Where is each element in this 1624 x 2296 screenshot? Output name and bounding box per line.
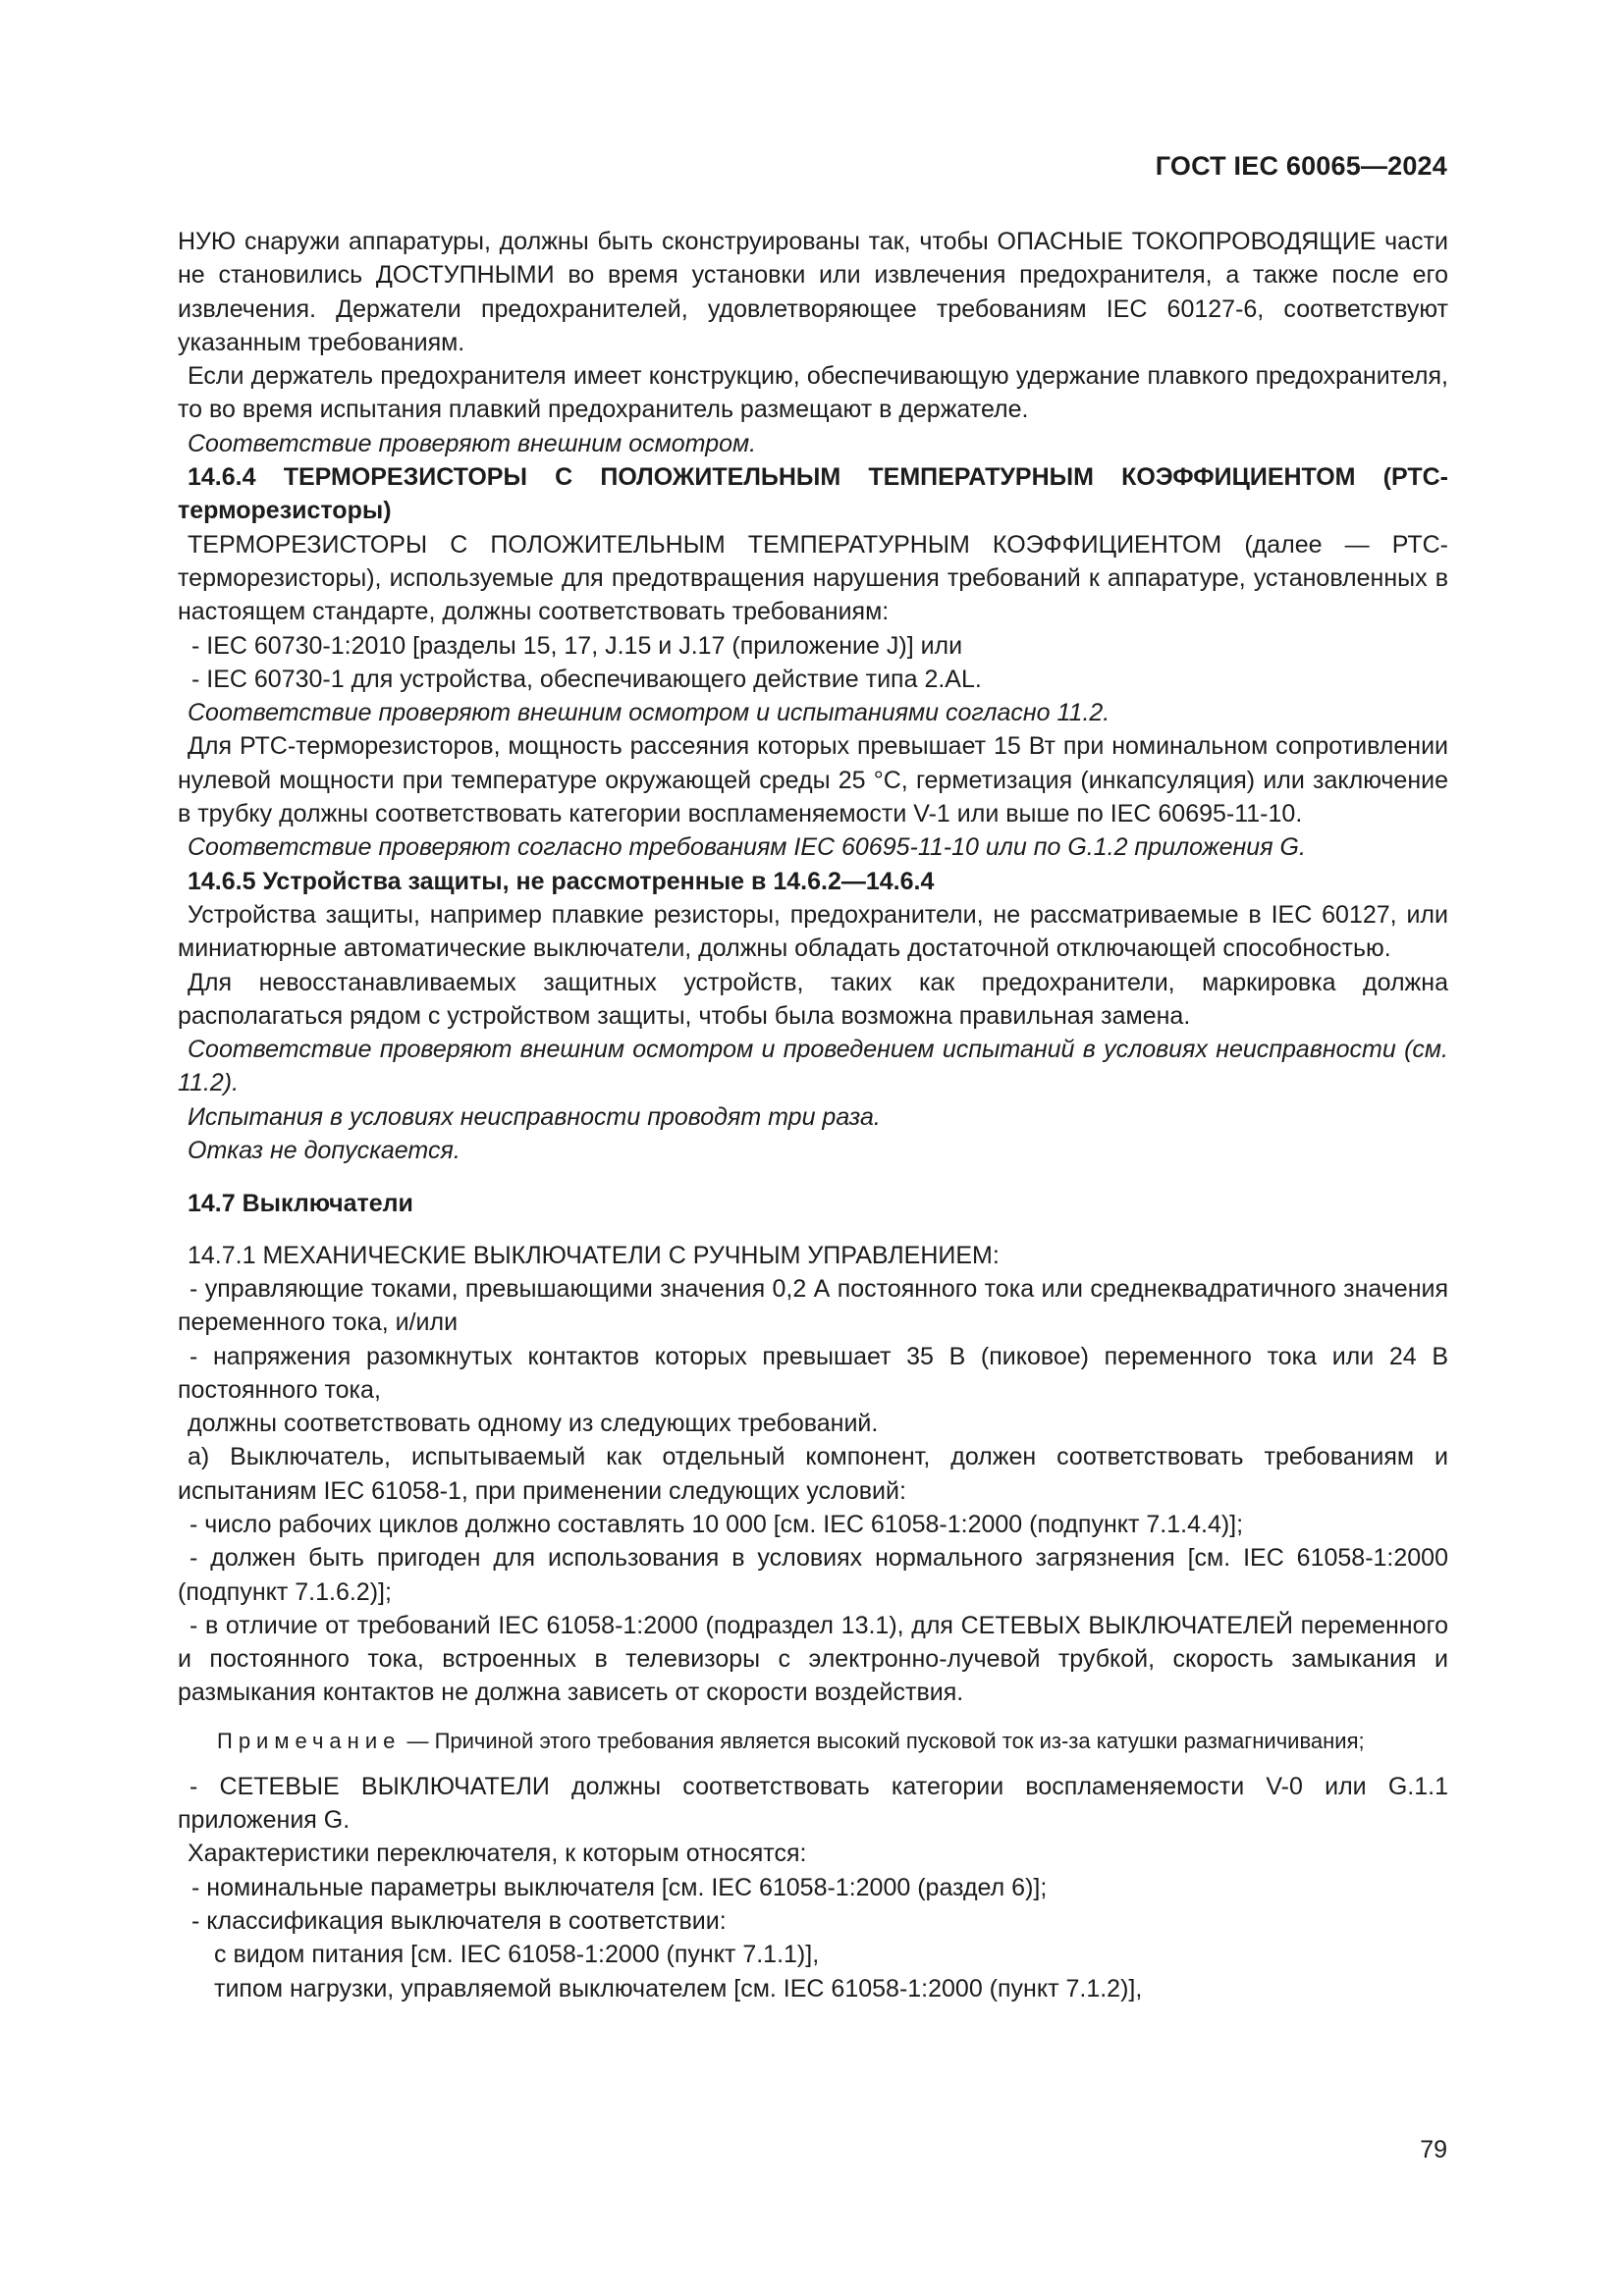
paragraph: Характеристики переключателя, к которым относятся: — [188, 1840, 807, 1868]
compliance-note: Соответствие проверяют внешним осмотром и испытаниями согласно 11.2. — [188, 699, 1110, 727]
note-label: Примечание — [217, 1728, 402, 1753]
note — [178, 1726, 1448, 1756]
section-heading-14-6-4: 14.6.4 ТЕРМОРЕЗИСТОРЫ С ПОЛОЖИТЕЛЬНЫМ ТЕМПЕРАТУРНЫМ КОЭФФИЦИЕНТОМ (РТС-терморезисторы) — [178, 463, 1448, 525]
compliance-note: Соответствие проверяют согласно требованиям IEC 60695-11-10 или по G.1.2 приложения G. — [188, 833, 1306, 862]
list-item: - IEC 60730-1:2010 [разделы 15, 17, J.15 и J.17 (приложение J)] или — [191, 631, 963, 660]
paragraph: Устройства защиты, например плавкие резисторы, предохранители, не рассматриваемые в IEC 60127, или миниатюрные автоматические выключатели, должны обладать достаточной отключающей способностью. — [178, 900, 1448, 963]
list-subitem: типом нагрузки, управляемой выключателем [см. IEC 61058-1:2000 (пункт 7.1.2)], — [214, 1974, 1143, 2002]
document-header: ГОСТ IEC 60065—2024 — [1155, 151, 1447, 181]
compliance-note: Соответствие проверяют внешним осмотром и проведением испытаний в условиях неисправности (см. 11.2). — [178, 1036, 1448, 1097]
paragraph: Если держатель предохранителя имеет конструкцию, обеспечивающую удержание плавкого предохранителя, то во время испытания плавкий предохранитель размещают в держателе. — [178, 362, 1448, 424]
section-heading-14-7: 14.7 Выключатели — [188, 1190, 413, 1218]
list-item: - IEC 60730-1 для устройства, обеспечивающего действие типа 2.AL. — [191, 665, 982, 693]
list-item: - управляющие токами, превышающими значения 0,2 А постоянного тока или среднеквадратичного значения переменного тока, и/или — [178, 1274, 1448, 1337]
list-item: - должен быть пригоден для использования в условиях нормального загрязнения [см. IEC 61058-1:2000 (подпункт 7.1.6.2)]; — [178, 1544, 1448, 1606]
paragraph: НУЮ снаружи аппаратуры, должны быть сконструированы так, чтобы ОПАСНЫЕ ТОКОПРОВОДЯЩИЕ части не становились ДОСТУПНЫМИ во время установки или извлечения предохранителя, а также после его извлечения. Держатели предохранителей, удовлетворяющее требованиям IEC 60127-6, соответствуют указанным требованиям. — [178, 228, 1448, 356]
paragraph: должны соответствовать одному из следующих требований. — [188, 1410, 879, 1438]
list-item: - номинальные параметры выключателя [см. IEC 61058-1:2000 (раздел 6)]; — [191, 1873, 1048, 1901]
page-number: 79 — [1420, 2136, 1447, 2163]
compliance-note: Соответствие проверяют внешним осмотром. — [188, 429, 757, 457]
section-heading-14-6-5: 14.6.5 Устройства защиты, не рассмотренные в 14.6.2—14.6.4 — [188, 867, 935, 895]
paragraph: Для РТС-терморезисторов, мощность рассеяния которых превышает 15 Вт при номинальном сопротивлении нулевой мощности при температуре окружающей среды 25 °С, герметизация (инкапсуляция) или заключение в трубку должны соответствовать категории воспламеняемости V-1 или выше по IEC 60695-11-10. — [178, 732, 1448, 828]
compliance-note: Отказ не допускается. — [188, 1137, 460, 1165]
list-item: - в отличие от требований IEC 61058-1:2000 (подраздел 13.1), для СЕТЕВЫХ ВЫКЛЮЧАТЕЛЕЙ переменного и постоянного тока, встроенных в телевизоры с электронно-лучевой трубкой, скорость замыкания и размыкания контактов не должна зависеть от скорости воздействия. — [178, 1611, 1448, 1707]
list-item: - напряжения разомкнутых контактов которых превышает 35 В (пиковое) переменного тока или 24 В постоянного тока, — [178, 1342, 1448, 1404]
note-text: — Причиной этого требования является высокий пусковой ток из-за катушки размагничивания; — [401, 1728, 1365, 1753]
paragraph: а) Выключатель, испытываемый как отдельный компонент, должен соответствовать требованиям и испытаниям IEC 61058-1, при применении следующих условий: — [178, 1443, 1448, 1505]
document-body — [178, 225, 1448, 2005]
subsection-heading-14-7-1: 14.7.1 МЕХАНИЧЕСКИЕ ВЫКЛЮЧАТЕЛИ С РУЧНЫМ УПРАВЛЕНИЕМ: — [188, 1241, 1000, 1269]
list-subitem: с видом питания [см. IEC 61058-1:2000 (пункт 7.1.1)], — [214, 1941, 820, 1969]
paragraph: ТЕРМОРЕЗИСТОРЫ С ПОЛОЖИТЕЛЬНЫМ ТЕМПЕРАТУРНЫМ КОЭФФИЦИЕНТОМ (далее — РТС-терморезисторы), используемые для предотвращения нарушения требований к аппаратуре, установленных в настоящем стандарте, должны соответствовать требованиям: — [178, 530, 1448, 626]
list-item: - число рабочих циклов должно составлять 10 000 [см. IEC 61058-1:2000 (подпункт 7.1.4.4)]; — [189, 1510, 1244, 1538]
list-item: - СЕТЕВЫЕ ВЫКЛЮЧАТЕЛИ должны соответствовать категории воспламеняемости V-0 или G.1.1 приложения G. — [178, 1772, 1448, 1835]
compliance-note: Испытания в условиях неисправности проводят три раза. — [188, 1102, 881, 1131]
paragraph: Для невосстанавливаемых защитных устройств, таких как предохранители, маркировка должна располагаться рядом с устройством защиты, чтобы была возможна правильная замена. — [178, 968, 1448, 1030]
list-item: - классификация выключателя в соответствии: — [191, 1906, 727, 1935]
